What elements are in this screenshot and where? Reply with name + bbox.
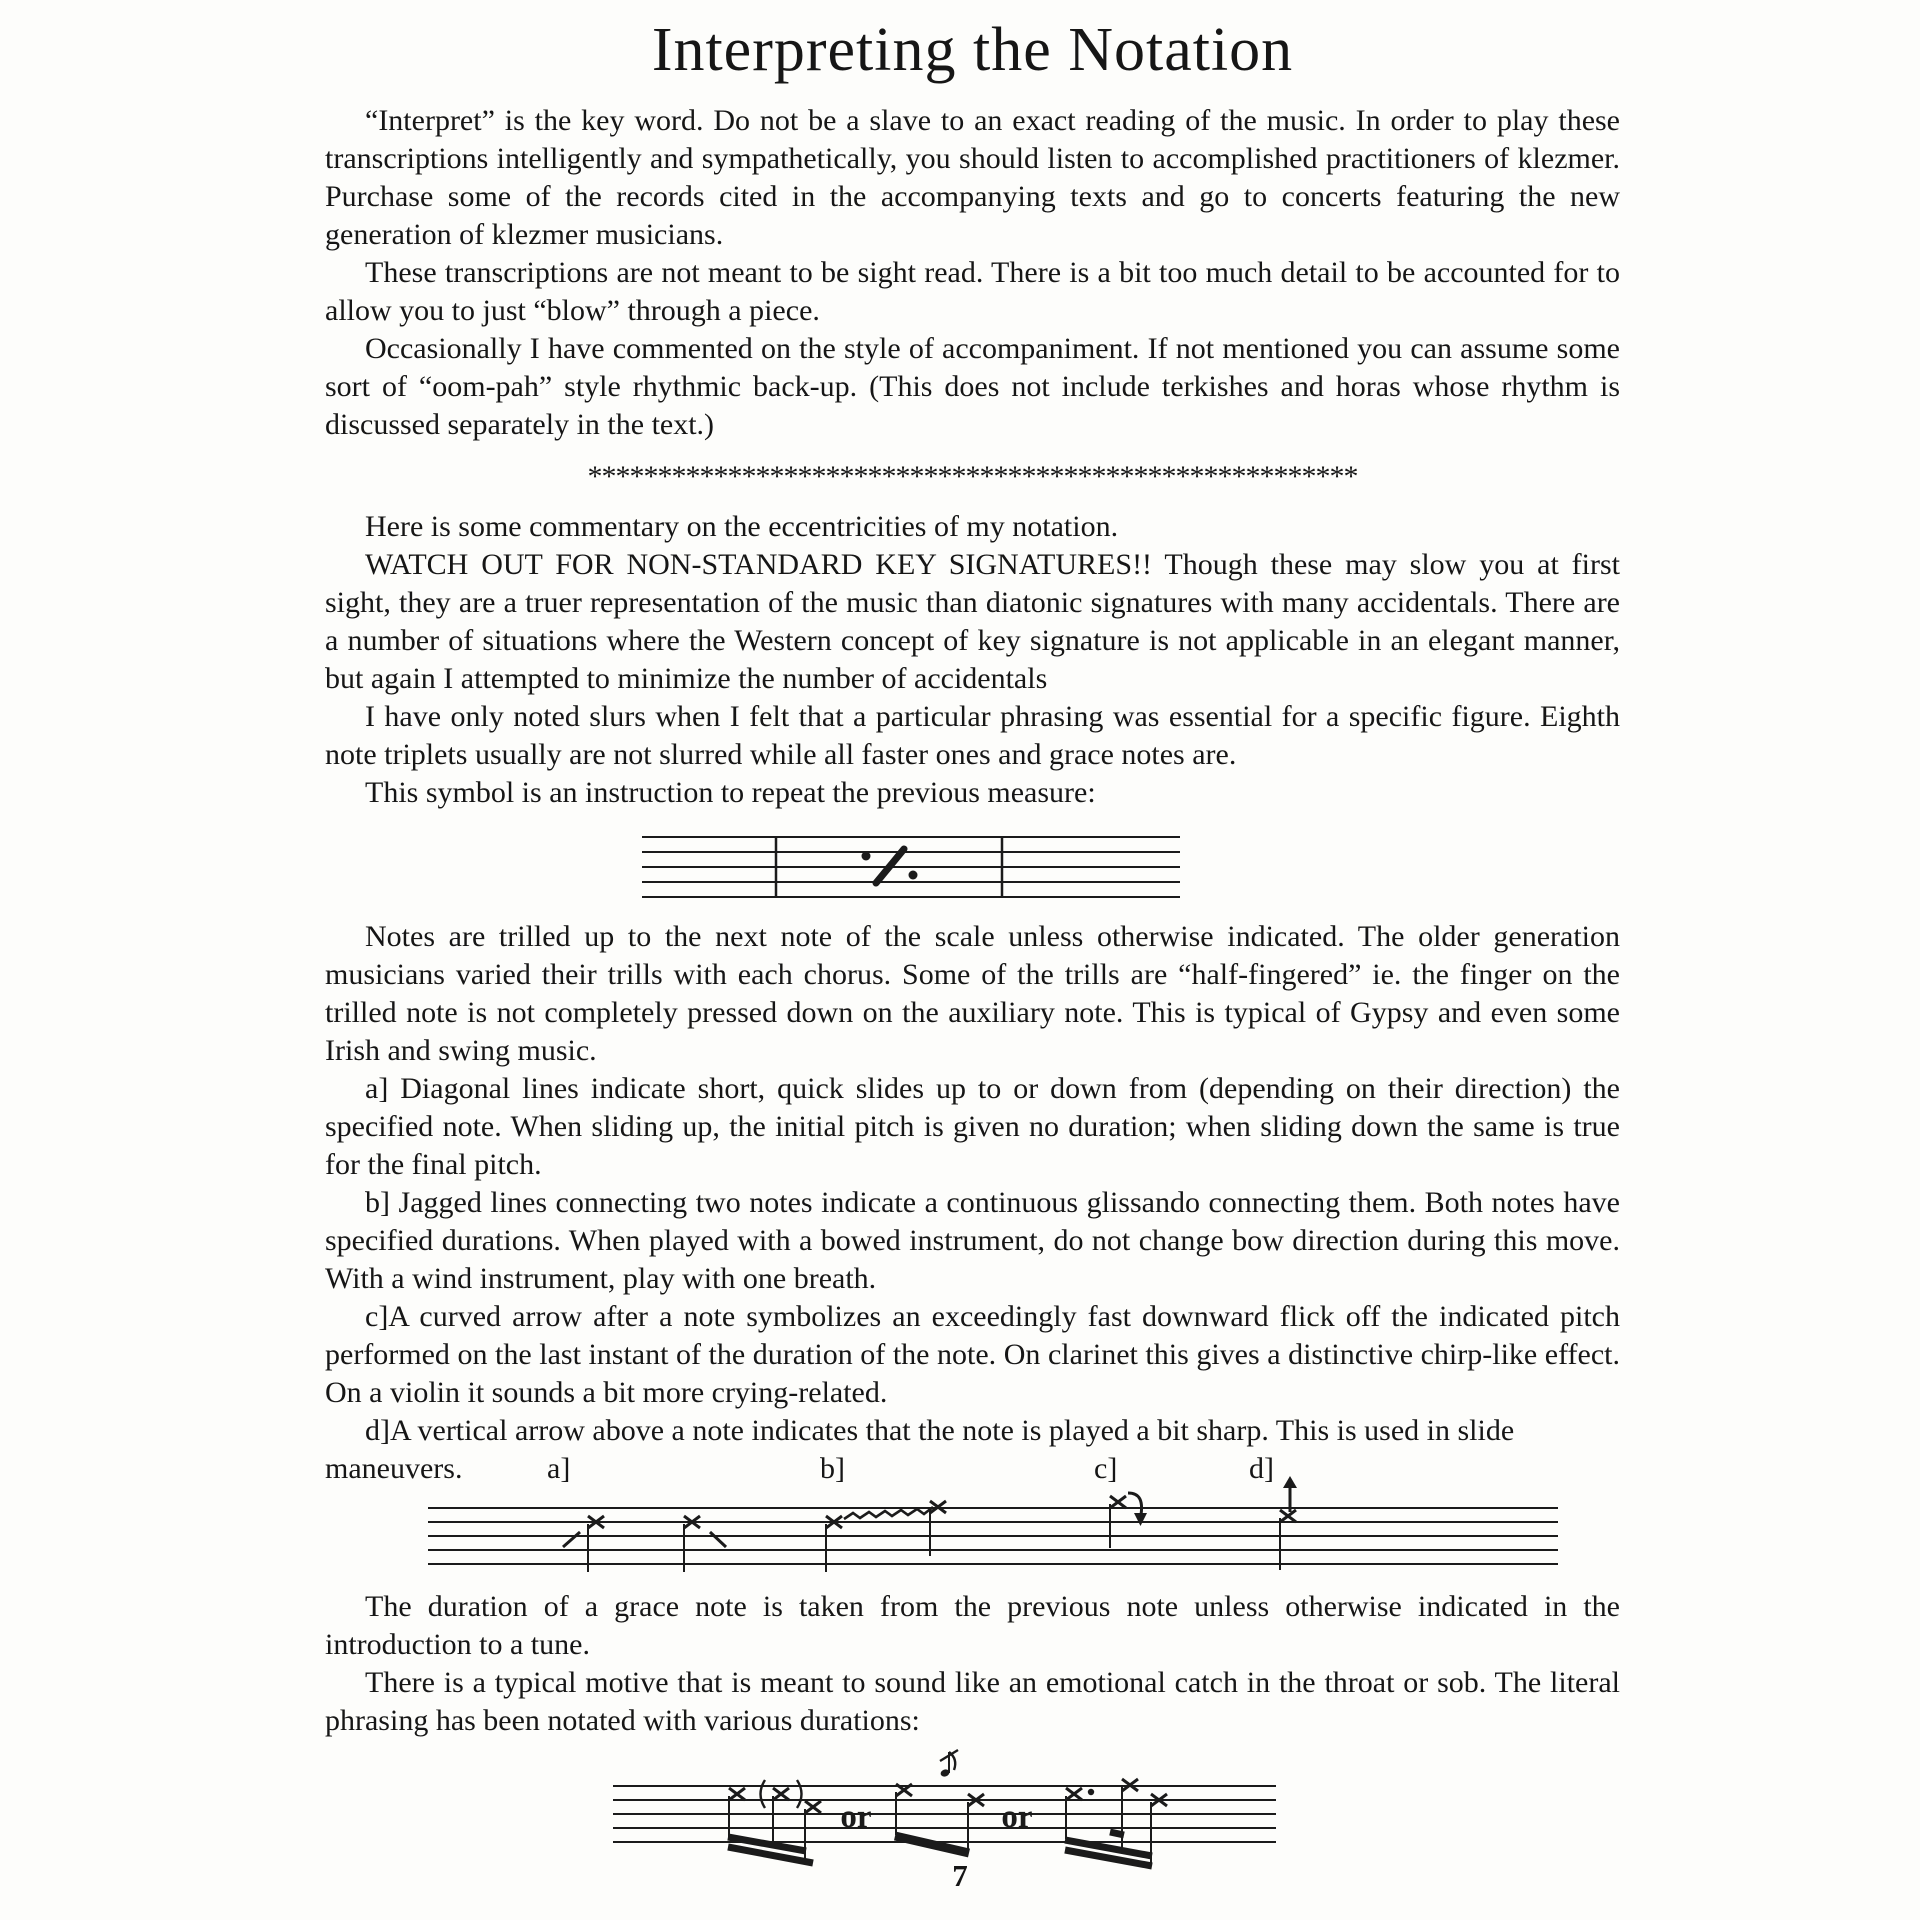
paragraph-item-c: c]A curved arrow after a note symbolizes an exceedingly fast downward flick off the indicated pitch performed on the last instant of the duration of the note. On clarinet this gives a distinctive chirp-like effect. On a violin it sounds a bit more crying-related. <box>325 1300 1620 1410</box>
or-label: or <box>1001 1799 1033 1836</box>
example-label-a: a] <box>547 1452 571 1486</box>
staff-lines <box>428 1508 1558 1564</box>
open-paren-icon <box>761 1780 766 1808</box>
grace-note-icon <box>940 1750 958 1778</box>
paragraph-repeat-symbol: This symbol is an instruction to repeat the previous measure: <box>365 776 1096 810</box>
paragraph-trills: Notes are trilled up to the next note of the scale unless otherwise indicated. The older generation musicians varied their trills with each chorus. Some of the trills are “half-fingered” ie. the finger on the trilled note is not completely pressed down on the auxiliary note. This is typical of Gypsy and even some Irish and swing music. <box>325 920 1620 1068</box>
motive-variant-3 <box>1065 1779 1167 1866</box>
paragraph-accompaniment: Occasionally I have commented on the style of accompaniment. If not mentioned you can assume some sort of “oom-pah” style rhythmic back-up. (This does not include terkishes and horas whose rhythm is discussed separately in the text.) <box>325 332 1620 442</box>
paragraph-key-signatures: WATCH OUT FOR NON-STANDARD KEY SIGNATURES!! Though these may slow you at first sight, they are a truer representation of the music than diatonic signatures with many accidentals. There are a number of situations where the Western concept of key signature is not applicable in an elegant manner, but again I attempted to minimize the number of accidentals <box>325 548 1620 696</box>
close-paren-icon <box>797 1780 802 1808</box>
example-label-b: b] <box>820 1452 845 1486</box>
slide-up-slash-icon <box>563 1532 580 1547</box>
example-label-c: c] <box>1094 1452 1118 1486</box>
or-label: or <box>840 1799 872 1836</box>
curved-down-arrow-icon <box>1128 1493 1142 1515</box>
page-number: 7 <box>952 1858 968 1893</box>
repeat-measure-staff <box>642 834 1180 904</box>
examples-staff <box>428 1476 1558 1588</box>
paragraph-sight-read: These transcriptions are not meant to be sight read. There is a bit too much detail to be accounted for to allow you to just “blow” through a piece. <box>325 256 1620 328</box>
example-c-flick-note <box>1110 1493 1147 1548</box>
paragraph-sob-motive: There is a typical motive that is meant to sound like an emotional catch in the throat or sob. The literal phrasing has been notated with various durations: <box>325 1666 1620 1738</box>
beam-stub <box>1110 1832 1124 1835</box>
asterisk-divider: ******************************************************* <box>587 460 1358 494</box>
paragraph-item-b: b] Jagged lines connecting two notes indicate a continuous glissando connecting them. Both notes have specified durations. When played with a bowed instrument, do not change bow direction during this move. With a wind instrument, play with one breath. <box>325 1186 1620 1296</box>
paragraph-slurs: I have only noted slurs when I felt that a particular phrasing was essential for a specific figure. Eighth note triplets usually are not slurred while all faster ones and grace notes are. <box>325 700 1620 772</box>
motive-variant-1 <box>728 1780 821 1863</box>
staff-lines <box>642 837 1180 897</box>
example-labels-row <box>325 1450 1620 1488</box>
example-label-d: d] <box>1249 1452 1274 1486</box>
paragraph-commentary: Here is some commentary on the eccentricities of my notation. <box>365 510 1119 544</box>
paragraph-grace-note: The duration of a grace note is taken from the previous note unless otherwise indicated in the introduction to a tune. <box>325 1590 1620 1662</box>
augmentation-dot-icon <box>1088 1789 1094 1795</box>
item-d-last-word: maneuvers. <box>325 1452 463 1486</box>
paragraph-interpret: “Interpret” is the key word. Do not be a slave to an exact reading of the music. In order to play these transcriptions intelligently and sympathetically, you should listen to accomplished practitioners of klezmer. Purchase some of the records cited in the accompanying texts and go to concerts featuring the new generation of klezmer musicians. <box>325 104 1620 252</box>
page-title: Interpreting the Notation <box>651 16 1294 84</box>
paragraph-item-a: a] Diagonal lines indicate short, quick slides up to or down from (depending on their direction) the specified note. When sliding up, the initial pitch is given no duration; when sliding down the same is true for the final pitch. <box>325 1072 1620 1182</box>
paragraph-item-d: d]A vertical arrow above a note indicates that the note is played a bit sharp. This is used in slide <box>365 1414 1515 1448</box>
slide-down-slash-icon <box>710 1532 726 1547</box>
beam <box>895 1836 969 1853</box>
staff-lines <box>613 1786 1276 1842</box>
page-content <box>325 0 1620 1890</box>
